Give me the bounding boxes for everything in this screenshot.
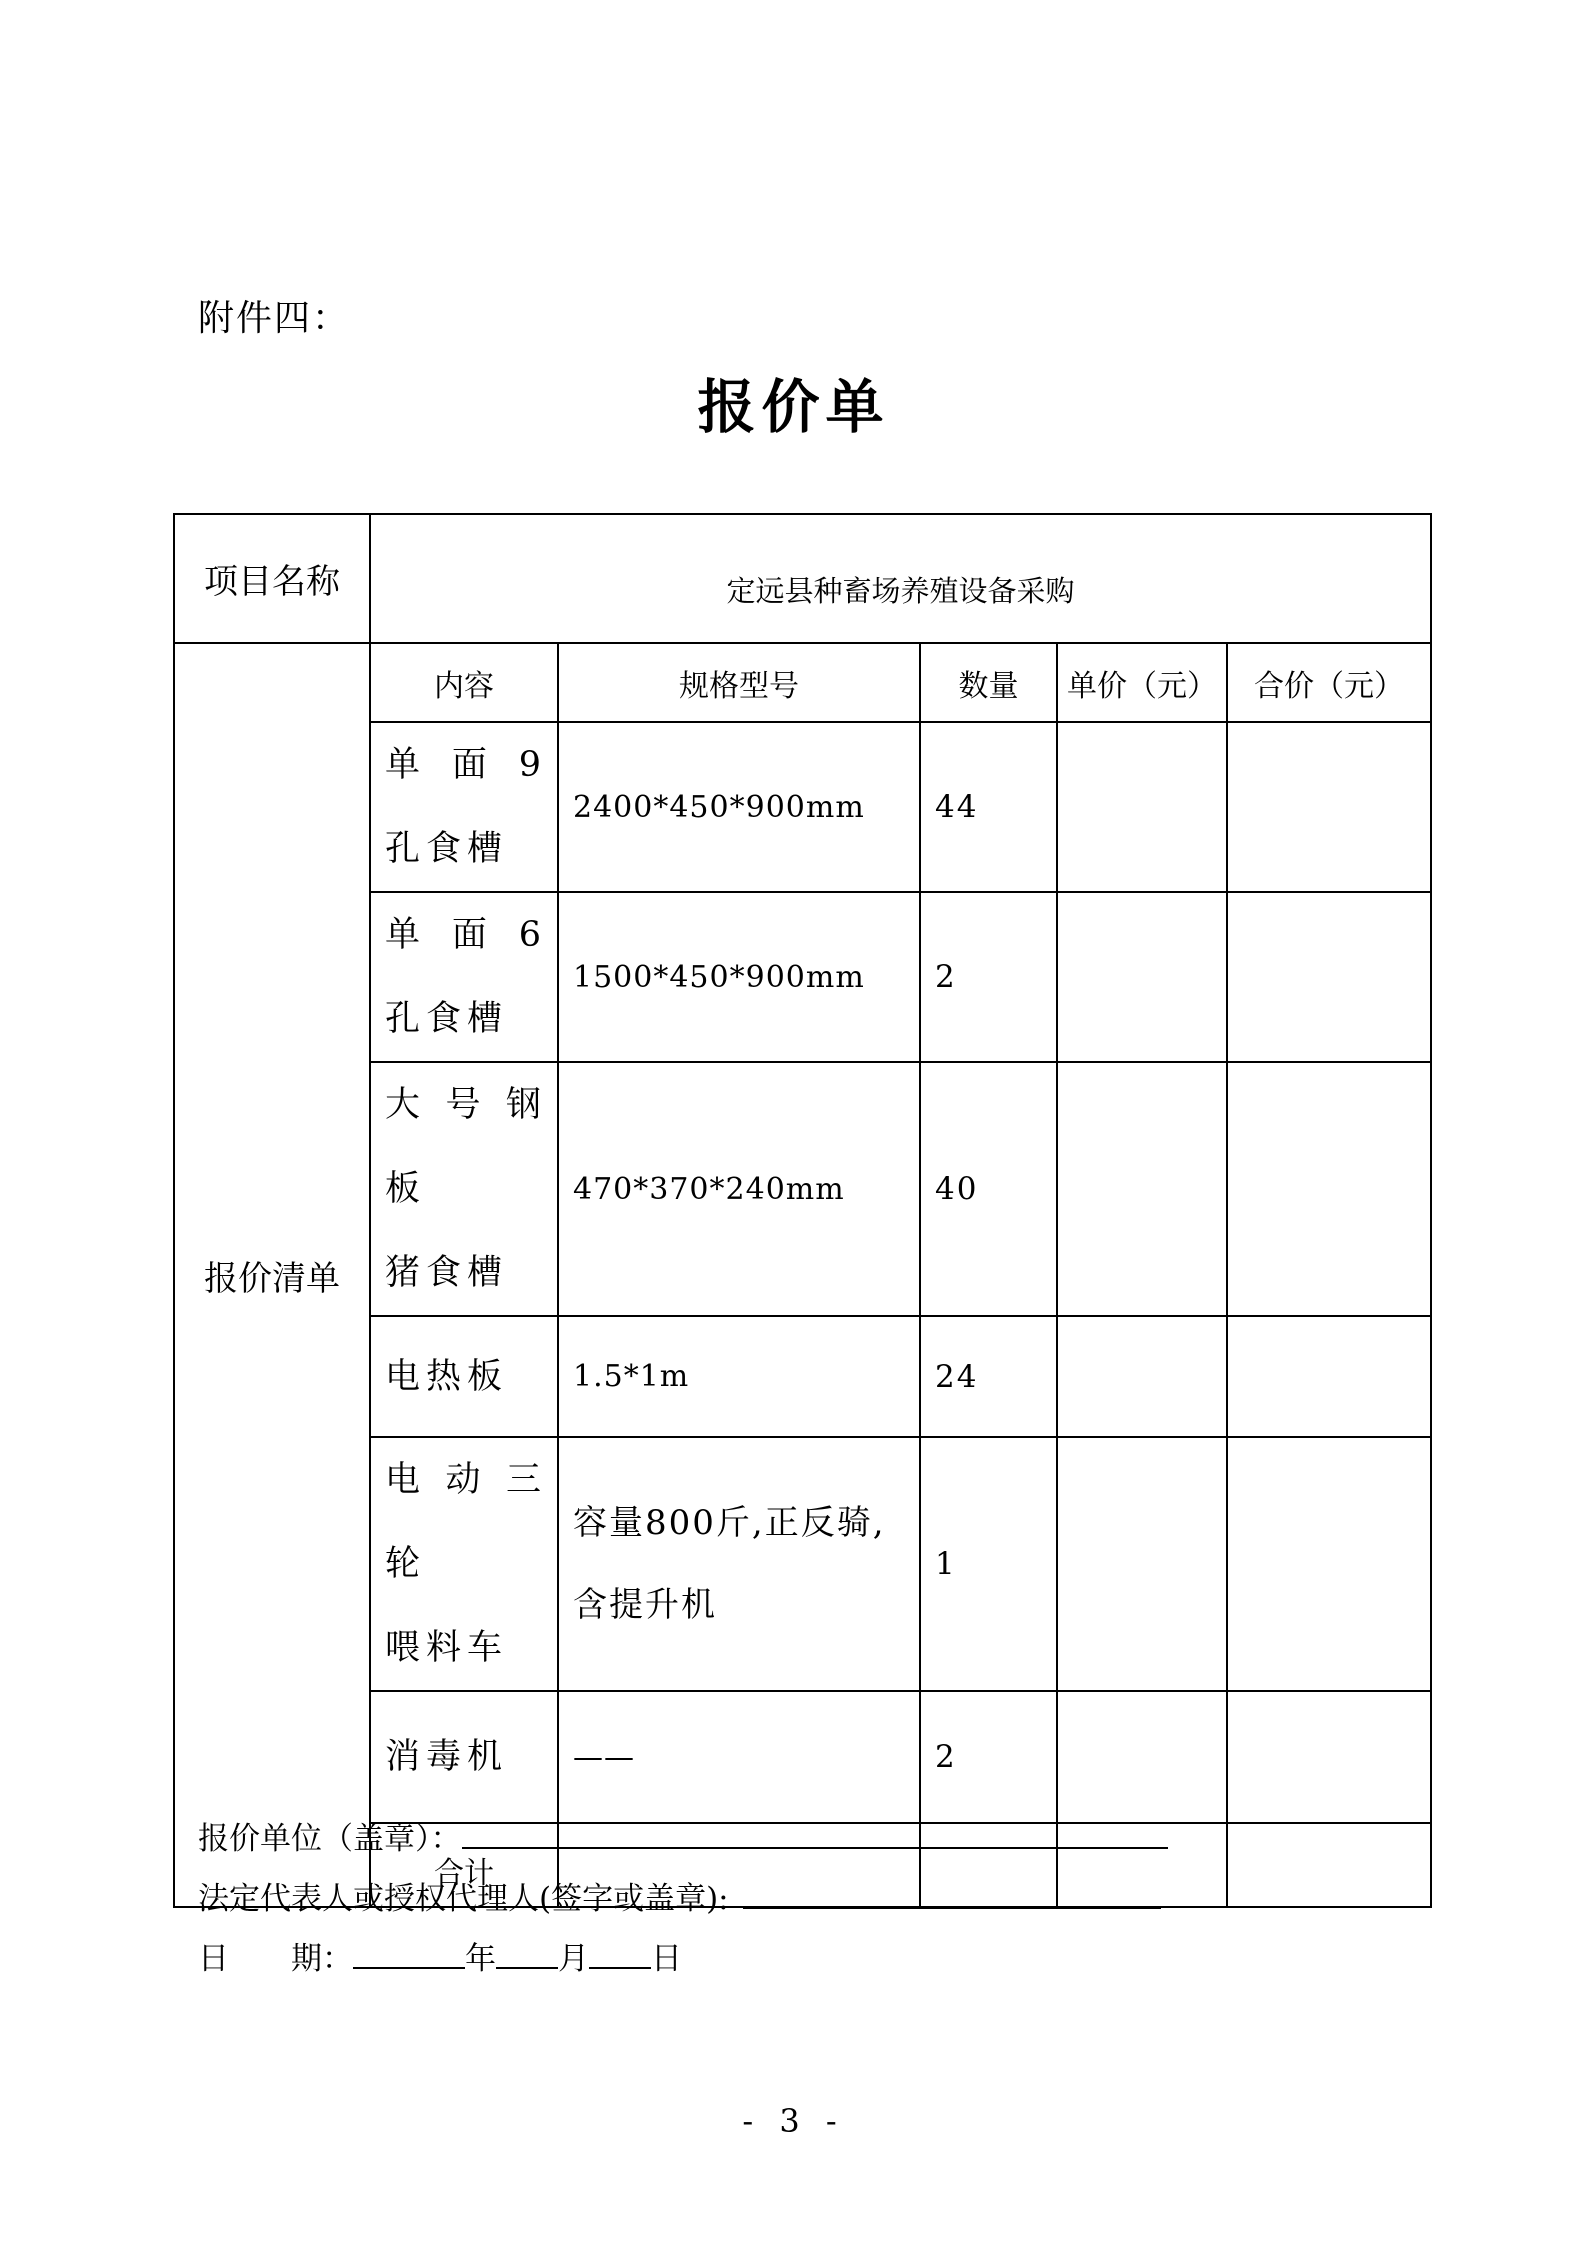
representative-label: 法定代表人或授权代理人(签字或盖章): [198, 1881, 729, 1917]
year-blank[interactable] [353, 1937, 465, 1969]
item-name-line1: 大号钢板 [385, 1085, 547, 1209]
item-name: 电热板 [370, 1316, 558, 1437]
item-qty: 24 [920, 1316, 1057, 1437]
header-qty: 数量 [920, 643, 1057, 722]
date-line [198, 1933, 682, 1978]
day-blank[interactable] [589, 1937, 651, 1969]
month-label: 月 [558, 1941, 589, 1977]
item-qty: 1 [920, 1437, 1057, 1691]
item-qty: 44 [920, 722, 1057, 892]
item-name [370, 892, 558, 1062]
page-title: 报价单 [697, 373, 890, 441]
unit-price-cell [1057, 1437, 1227, 1691]
year-label: 年 [465, 1941, 496, 1977]
month-blank[interactable] [496, 1937, 558, 1969]
total-price-cell [1227, 1691, 1431, 1823]
item-name [370, 1062, 558, 1316]
unit-price-cell [1057, 892, 1227, 1062]
item-name-line1: 单 面 6 [385, 915, 547, 955]
quoting-unit-label: 报价单位（盖章）： [198, 1821, 462, 1857]
unit-price-cell [1057, 1062, 1227, 1316]
total-price-cell [1227, 722, 1431, 892]
project-name: 定远县种畜场养殖设备采购 [370, 514, 1431, 643]
header-total-price: 合价（元） [1227, 643, 1431, 722]
unit-price-cell [1057, 1691, 1227, 1823]
unit-price-cell [1057, 722, 1227, 892]
project-row [174, 514, 1431, 643]
header-content: 内容 [370, 643, 558, 722]
item-qty: 40 [920, 1062, 1057, 1316]
item-spec-line1: 容量800斤,正反骑, [573, 1503, 886, 1543]
item-qty: 2 [920, 1691, 1057, 1823]
item-spec: 1.5*1m [558, 1316, 920, 1437]
item-name-line1: 电动三轮 [385, 1460, 547, 1584]
annex-label: 附件四： [198, 298, 351, 339]
header-row [174, 643, 1431, 722]
quote-table [173, 513, 1432, 1908]
representative-blank[interactable] [743, 1877, 1161, 1909]
item-name-line2: 喂料车 [385, 1628, 509, 1668]
representative-line [198, 1873, 1161, 1918]
total-price-cell [1227, 1437, 1431, 1691]
project-label: 项目名称 [174, 514, 370, 643]
page-number: - 3 - [742, 2102, 845, 2140]
quote-list-label: 报价清单 [174, 643, 370, 1907]
total-price-cell [1227, 892, 1431, 1062]
item-qty: 2 [920, 892, 1057, 1062]
day-label: 日 [651, 1941, 682, 1977]
item-spec-line2: 含提升机 [573, 1585, 717, 1625]
item-name-line2: 孔食槽 [385, 829, 509, 869]
item-name-line2: 孔食槽 [385, 999, 509, 1039]
item-spec: 470*370*240mm [558, 1062, 920, 1316]
total-price-cell [1227, 1823, 1431, 1907]
item-name [370, 722, 558, 892]
item-name [370, 1437, 558, 1691]
unit-price-cell [1057, 1316, 1227, 1437]
total-price-cell [1227, 1062, 1431, 1316]
header-spec: 规格型号 [558, 643, 920, 722]
item-name-line2: 猪食槽 [385, 1253, 509, 1293]
total-price-cell [1227, 1316, 1431, 1437]
item-name: 消毒机 [370, 1691, 558, 1823]
quoting-unit-blank[interactable] [462, 1817, 1168, 1849]
item-name-line1: 单 面 9 [385, 745, 547, 785]
header-unit-price: 单价（元） [1057, 643, 1227, 722]
item-spec: 2400*450*900mm [558, 722, 920, 892]
item-spec [558, 1437, 920, 1691]
item-spec: 1500*450*900mm [558, 892, 920, 1062]
total-label: 合计 [370, 1823, 558, 1907]
item-spec: —— [558, 1691, 920, 1823]
quoting-unit-line [198, 1813, 1168, 1858]
date-label: 日 期： [198, 1941, 353, 1977]
